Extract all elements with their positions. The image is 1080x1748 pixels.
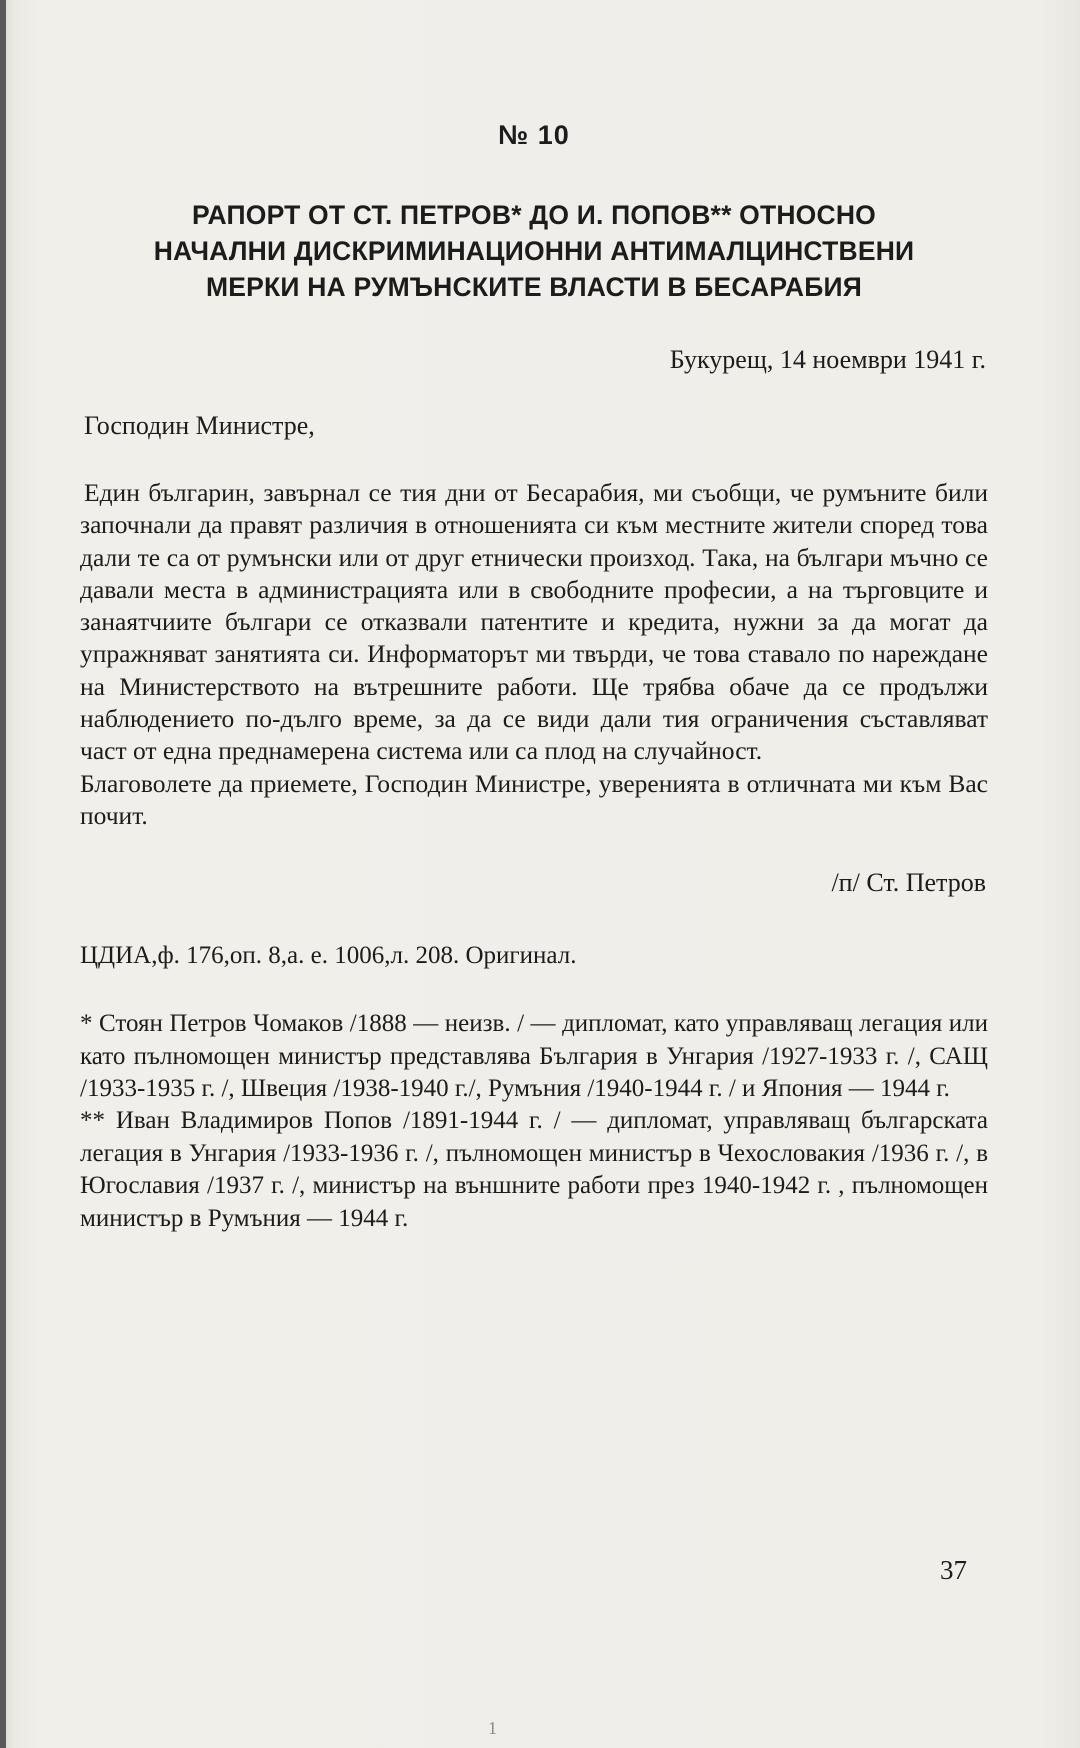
body-paragraph: Един българин, завърнал се тия дни от Бесарабия, ми съобщи, че румъните били започнали да правят различия в отношенията си към местните жители според това дали те са от румънски или от друг етнически произход. Така, на българи мъчно се давали места в администрацията или в свободните професии, а на търговците и занаятчиите българи се отказвали патентите и кредита, нужни за да могат да упражняват занятията си. Информаторът ми твърди, че това ставало по нареждане на Министерството на вътрешните работи. Ще трябва обаче да се продължи наблюдението по-дълго време, за да се види дали тия ограничения съставляват част от една преднамерена система или са плод на случайност. bbox=[80, 478, 988, 766]
document-title bbox=[80, 197, 988, 305]
document-content bbox=[80, 120, 988, 1235]
document-number: № 10 bbox=[498, 120, 570, 150]
title-line: МЕРКИ НА РУМЪНСКИТЕ ВЛАСТИ В БЕСАРАБИЯ bbox=[206, 272, 862, 302]
title-line: НАЧАЛНИ ДИСКРИМИНАЦИОННИ АНТИМАЛЦИНСТВЕНИ bbox=[153, 236, 915, 266]
footnotes bbox=[80, 1008, 988, 1235]
page-spine bbox=[0, 0, 6, 1748]
page-number: 37 bbox=[940, 1555, 967, 1585]
body-paragraph: Благоволете да приемете, Господин Министре, уверенията в отличната ми към Вас почит. bbox=[80, 768, 988, 830]
signature: /п/ Ст. Петров bbox=[831, 868, 986, 898]
footnote: ** Иван Владимиров Попов /1891-1944 г. / — дипломат, управляващ българската легация в Унгария /1933-1936 г. /, пълномощен министър в Чехословакия /1936 г. /, в Югославия /1937 г. /, министър на външните работи през 1940-1942 г. , пълномощен министър в Румъния — 1944 г. bbox=[80, 1107, 988, 1232]
salutation: Господин Министре, bbox=[84, 411, 315, 440]
letter-body bbox=[80, 477, 988, 832]
archive-reference: ЦДИА,ф. 176,оп. 8,а. е. 1006,л. 208. Оригинал. bbox=[80, 942, 577, 970]
title-line: РАПОРТ ОТ СТ. ПЕТРОВ* ДО И. ПОПОВ** ОТНОСНО bbox=[191, 200, 876, 230]
footnote: * Стоян Петров Чомаков /1888 — неизв. / — дипломат, като управляващ легация или като пълномощен министър представлява България в Унгария /1927-1933 г. /, САЩ /1933-1935 г. /, Швеция /1938-1940 г./, Румъния /1940-1944 г. / и Япония — 1944 г. bbox=[80, 1010, 988, 1103]
dateline: Букурещ, 14 ноември 1941 г. bbox=[669, 345, 986, 374]
bottom-mark: 1 bbox=[488, 1718, 497, 1738]
